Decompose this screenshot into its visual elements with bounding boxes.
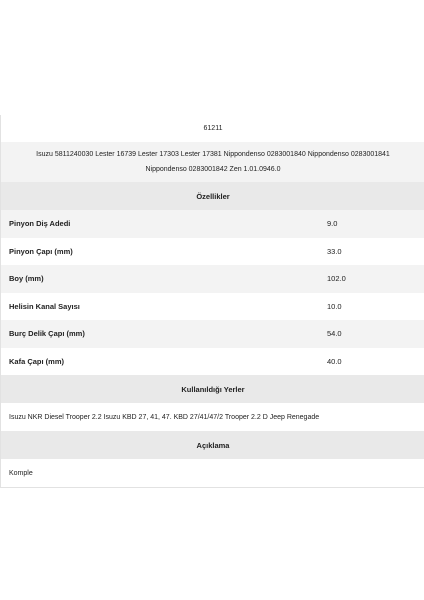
spec-row [1,293,424,321]
part-number-row [1,115,424,142]
spec-row [1,210,424,238]
spec-row [1,348,424,376]
description-row [1,459,424,487]
usage-title: Kullanıldığı Yerler [181,384,245,394]
usage-row [1,403,424,431]
description-header [1,431,424,459]
spec-value: 9.0 [327,219,338,229]
table-bottom-border [1,487,424,488]
spec-row [1,238,424,266]
spec-label: Helisin Kanal Sayısı [9,301,80,311]
features-header [1,182,424,210]
description-title: Açıklama [196,440,230,450]
features-title: Özellikler [196,191,230,201]
cross-references-row [1,142,424,182]
spec-label: Boy (mm) [9,274,44,284]
spec-label: Burç Delik Çapı (mm) [9,329,85,339]
spec-value: 10.0 [327,301,342,311]
spec-label: Kafa Çapı (mm) [9,356,65,366]
usage-text: Isuzu NKR Diesel Trooper 2.2 Isuzu KBD 27, 41, 47. KBD 27/41/47/2 Trooper 2.2 D Jeep Renegade [9,413,320,421]
description-text: Komple [9,469,33,477]
spec-value: 33.0 [327,246,342,256]
cross-references: Isuzu 5811240030 Lester 16739 Lester 17303 Lester 17381 Nippondenso 0283001840 Nippondenso 0283001841 Nippondenso 0283001842 Zen 1.01.0946.0 [36,151,390,173]
spec-label: Pinyon Diş Adedi [9,219,71,229]
spec-value: 40.0 [327,356,342,366]
spec-row [1,265,424,293]
spec-row [1,320,424,348]
spec-value: 102.0 [327,274,346,284]
part-number: 61211 [203,125,223,132]
spec-label: Pinyon Çapı (mm) [9,246,73,256]
usage-header [1,375,424,403]
spec-value: 54.0 [327,329,342,339]
product-spec-table [0,115,424,488]
